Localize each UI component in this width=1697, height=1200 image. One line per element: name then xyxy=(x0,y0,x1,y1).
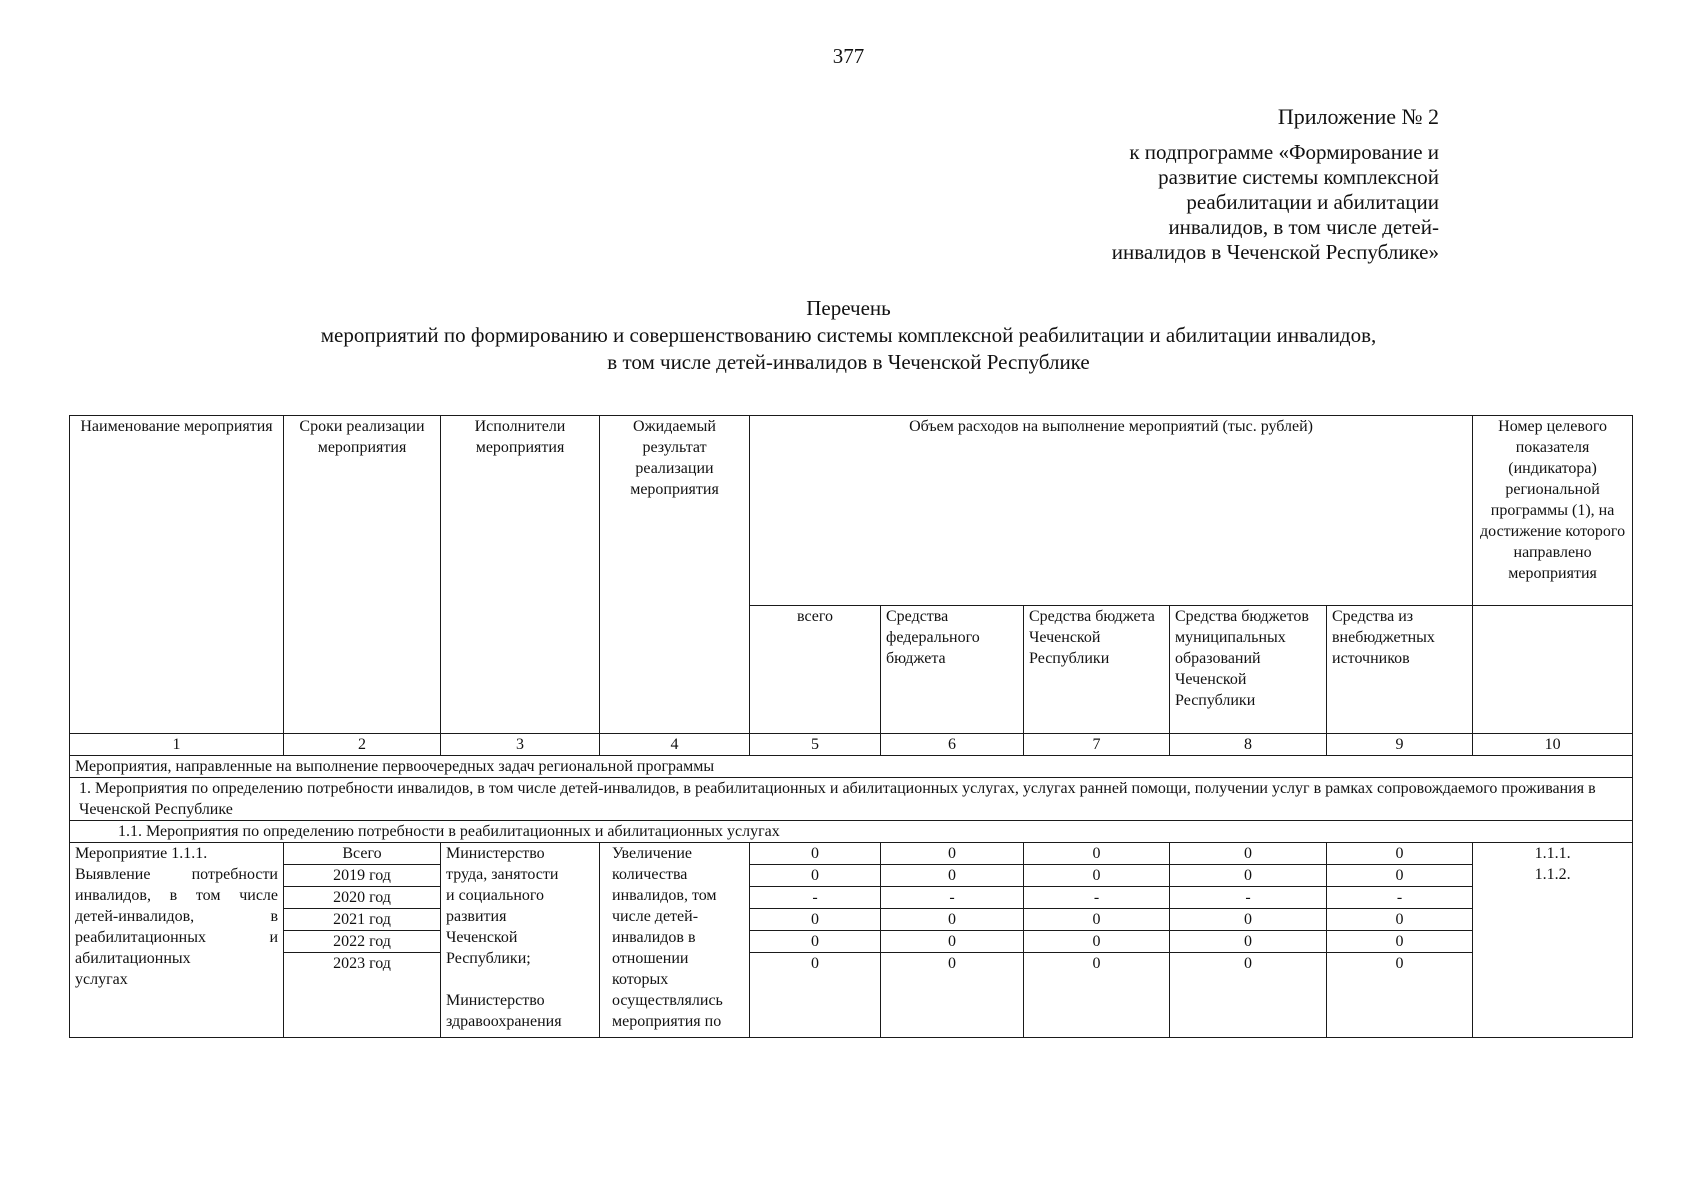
header-indicator: Номер целевого показателя (индикатора) региональной программы (1), на достижение которого направлено мероприятия xyxy=(1473,416,1633,606)
expected-line: количества xyxy=(612,866,688,883)
municipal-cell: 0 xyxy=(1170,931,1327,953)
expected-line: Увеличение xyxy=(612,845,693,862)
period-cell: 2022 год xyxy=(284,931,441,953)
total-cell: 0 xyxy=(750,953,881,1038)
activity-name-line: детей-инвалидов, в xyxy=(75,908,278,925)
header-indicator-empty xyxy=(1473,606,1633,734)
municipal-cell: 0 xyxy=(1170,909,1327,931)
appendix-title: Приложение № 2 xyxy=(1277,104,1439,129)
expected-line: отношении xyxy=(612,950,689,967)
column-number: 10 xyxy=(1473,734,1633,756)
section-priority-tasks: Мероприятия, направленные на выполнение первоочередных задач региональной программы xyxy=(70,756,1633,778)
column-numbers-row xyxy=(70,734,1633,756)
activity-executors xyxy=(441,843,600,1038)
section-needs-assessment: 1. Мероприятия по определению потребности инвалидов, в том числе детей-инвалидов, в реабилитационных и абилитационных услугах, услугах ранней помощи, получении услуг в рамках сопровождаемого проживания в Чеченской Республике xyxy=(70,778,1633,821)
document-title-line-3: в том числе детей-инвалидов в Чеченской Республике xyxy=(607,350,1090,374)
header-republic: Средства бюджета Чеченской Республики xyxy=(1024,606,1170,734)
extra-cell: 0 xyxy=(1327,953,1473,1038)
activity-name-line: Выявление потребности xyxy=(75,866,278,883)
header-total: всего xyxy=(750,606,881,734)
period-cell: 2021 год xyxy=(284,909,441,931)
federal-cell: 0 xyxy=(881,909,1024,931)
executor-line: Министерство xyxy=(446,845,545,862)
republic-cell: 0 xyxy=(1024,865,1170,887)
activity-name-line: услугах xyxy=(75,971,128,988)
activity-name-line: реабилитационных и xyxy=(75,929,278,946)
period-cell: 2023 год xyxy=(284,953,441,1038)
indicator-line: 1.1.1. xyxy=(1534,845,1571,862)
federal-cell: - xyxy=(881,887,1024,909)
header-terms: Сроки реализации мероприятия xyxy=(284,416,441,734)
column-number: 4 xyxy=(600,734,750,756)
activities-table xyxy=(69,415,1633,1038)
expected-line: инвалидов в xyxy=(612,929,696,946)
header-extra: Средства из внебюджетных источников xyxy=(1327,606,1473,734)
period-cell: Всего xyxy=(284,843,441,865)
header-executors: Исполнители мероприятия xyxy=(441,416,600,734)
activity-name xyxy=(70,843,284,1038)
header-municipal: Средства бюджетов муниципальных образований Чеченской Республики xyxy=(1170,606,1327,734)
document-title-line-1: Перечень xyxy=(806,296,891,320)
section-rehabilitation-needs: 1.1. Мероприятия по определению потребности в реабилитационных и абилитационных услугах xyxy=(70,821,1633,843)
extra-cell: 0 xyxy=(1327,865,1473,887)
extra-cell: 0 xyxy=(1327,843,1473,865)
executor-line: здравоохранения xyxy=(446,1013,562,1030)
page-number: 377 xyxy=(832,44,865,68)
appendix-subtitle: к подпрограмме «Формирование и развитие системы комплексной реабилитации и абилитации инвалидов, в том числе детей- инвалидов в Чеченской Республике» xyxy=(1111,140,1439,264)
municipal-cell: 0 xyxy=(1170,843,1327,865)
document-title xyxy=(0,295,1697,376)
federal-cell: 0 xyxy=(881,931,1024,953)
extra-cell: 0 xyxy=(1327,909,1473,931)
executor-line xyxy=(446,969,594,990)
period-cell: 2020 год xyxy=(284,887,441,909)
column-number: 7 xyxy=(1024,734,1170,756)
executor-line: Министерство xyxy=(446,992,545,1009)
federal-cell: 0 xyxy=(881,865,1024,887)
republic-cell: - xyxy=(1024,887,1170,909)
activity-expected-result xyxy=(600,843,750,1038)
total-cell: 0 xyxy=(750,931,881,953)
table-row xyxy=(70,931,1633,953)
executor-line: труда, занятости xyxy=(446,866,559,883)
executor-line: Республики; xyxy=(446,950,531,967)
column-number: 9 xyxy=(1327,734,1473,756)
republic-cell: 0 xyxy=(1024,931,1170,953)
republic-cell: 0 xyxy=(1024,843,1170,865)
total-cell: 0 xyxy=(750,843,881,865)
republic-cell: 0 xyxy=(1024,953,1170,1038)
federal-cell: 0 xyxy=(881,843,1024,865)
executor-line: развития xyxy=(446,908,507,925)
executor-line: и социального xyxy=(446,887,545,904)
federal-cell: 0 xyxy=(881,953,1024,1038)
header-name: Наименование мероприятия xyxy=(70,416,284,734)
extra-cell: - xyxy=(1327,887,1473,909)
column-number: 3 xyxy=(441,734,600,756)
table-row xyxy=(70,953,1633,1038)
period-cell: 2019 год xyxy=(284,865,441,887)
header-expenses: Объем расходов на выполнение мероприятий (тыс. рублей) xyxy=(750,416,1473,606)
appendix-block xyxy=(1019,104,1439,265)
activity-name-line: Мероприятие 1.1.1. xyxy=(75,845,208,862)
expected-line: числе детей- xyxy=(612,908,699,925)
expected-line: инвалидов, том xyxy=(612,887,717,904)
total-cell: - xyxy=(750,887,881,909)
republic-cell: 0 xyxy=(1024,909,1170,931)
municipal-cell: 0 xyxy=(1170,953,1327,1038)
header-expected-result: Ожидаемый результат реализации мероприятия xyxy=(600,416,750,734)
header-federal: Средства федерального бюджета xyxy=(881,606,1024,734)
total-cell: 0 xyxy=(750,909,881,931)
indicator-line: 1.1.2. xyxy=(1534,866,1571,883)
expected-line: которых xyxy=(612,971,669,988)
column-number: 2 xyxy=(284,734,441,756)
table-row xyxy=(70,865,1633,887)
column-number: 5 xyxy=(750,734,881,756)
activity-name-line: инвалидов, в том числе xyxy=(75,887,278,904)
column-number: 8 xyxy=(1170,734,1327,756)
municipal-cell: - xyxy=(1170,887,1327,909)
total-cell: 0 xyxy=(750,865,881,887)
municipal-cell: 0 xyxy=(1170,865,1327,887)
extra-cell: 0 xyxy=(1327,931,1473,953)
expected-line: осуществлялись xyxy=(612,992,723,1009)
executor-line: Чеченской xyxy=(446,929,518,946)
column-number: 6 xyxy=(881,734,1024,756)
table-row xyxy=(70,887,1633,909)
activity-name-line: абилитационных xyxy=(75,950,191,967)
table-row xyxy=(70,843,1633,865)
table-row xyxy=(70,909,1633,931)
column-number: 1 xyxy=(70,734,284,756)
document-title-line-2: мероприятий по формированию и совершенствованию системы комплексной реабилитации и абилитации инвалидов, xyxy=(320,323,1377,347)
activity-indicators xyxy=(1473,843,1633,1038)
expected-line: мероприятия по xyxy=(612,1013,722,1030)
